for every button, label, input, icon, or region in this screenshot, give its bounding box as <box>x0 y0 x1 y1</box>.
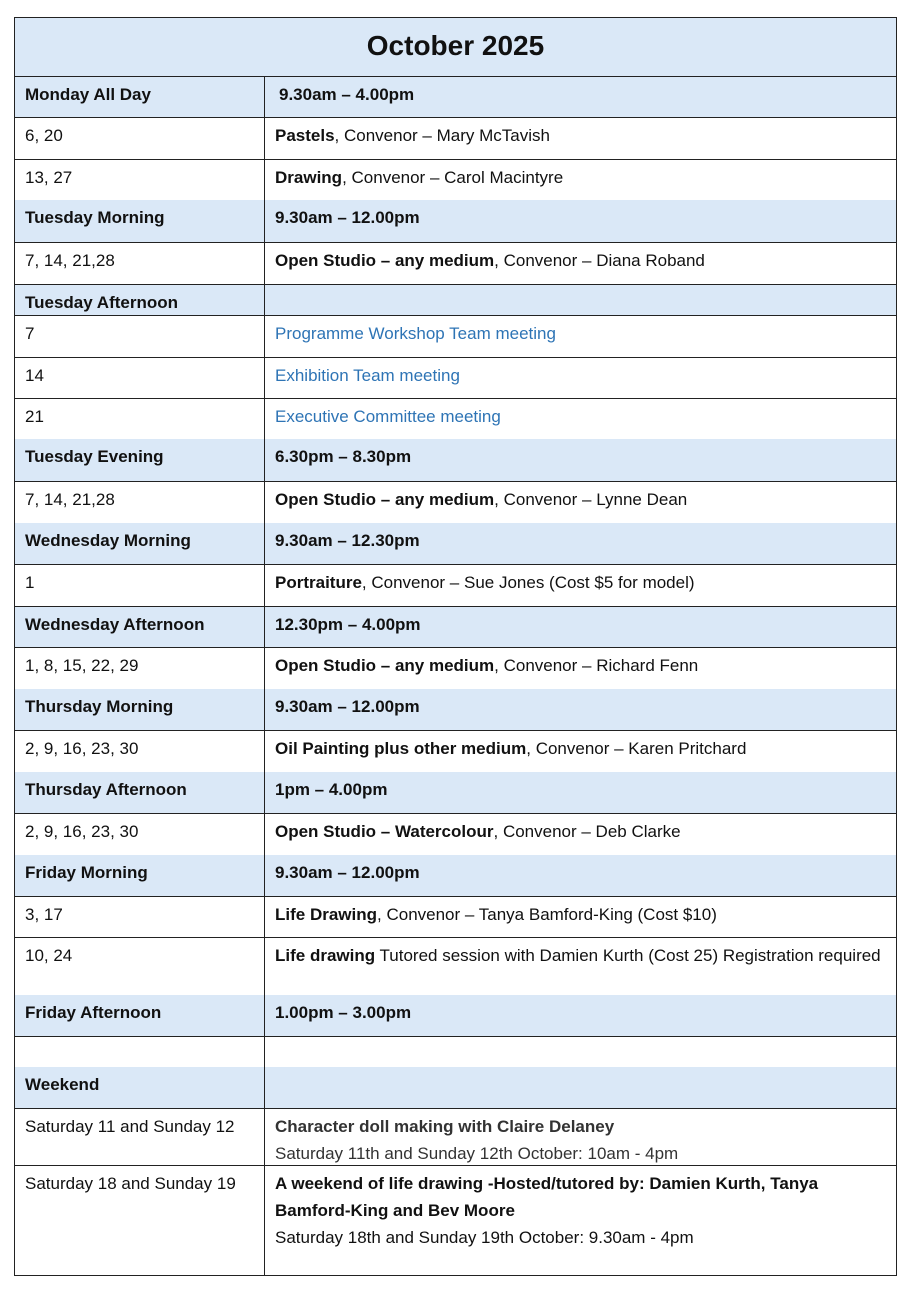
schedule-table <box>14 17 897 1276</box>
table-row <box>15 730 896 772</box>
section-header-row <box>15 689 896 730</box>
date-cell: Monday All Day <box>25 85 151 104</box>
activity-name: A weekend of life drawing -Hosted/tutored by: Damien Kurth, Tanya Bamford-King and Bev Moore <box>275 1174 819 1220</box>
meeting-link: Exhibition Team meeting <box>275 366 460 385</box>
activity-cell <box>275 243 886 284</box>
section-header-row <box>15 439 896 481</box>
table-row <box>15 813 896 855</box>
table-title: October 2025 <box>15 18 896 76</box>
section-header-row <box>15 200 896 242</box>
activity-details: , Convenor – Lynne Dean <box>494 490 688 509</box>
activity-name: Oil Painting plus other medium <box>275 739 527 758</box>
date-cell: 7, 14, 21,28 <box>25 251 115 270</box>
date-cell: 2, 9, 16, 23, 30 <box>25 822 139 841</box>
activity-name: Open Studio – any medium <box>275 656 495 675</box>
section-header-row <box>15 606 896 647</box>
activity-details: Tutored session with Damien Kurth (Cost 25) Registration required <box>375 946 881 965</box>
activity-details: , Convenor – Karen Pritchard <box>526 739 747 758</box>
meeting-link: Executive Committee meeting <box>275 407 501 426</box>
activity-cell <box>275 1037 886 1067</box>
activity-cell <box>275 1067 886 1108</box>
session-time: 6.30pm – 8.30pm <box>275 447 412 466</box>
column-divider <box>264 76 265 1275</box>
table-row <box>15 1036 896 1067</box>
date-cell: Tuesday Afternoon <box>25 293 179 312</box>
table-row <box>15 564 896 606</box>
section-header-row <box>15 1067 896 1108</box>
session-time: 1.00pm – 3.00pm <box>275 1003 412 1022</box>
table-row <box>15 937 896 995</box>
session-time: 9.30am – 12.00pm <box>275 697 420 716</box>
table-row <box>15 1165 896 1276</box>
session-time: 9.30am – 12.00pm <box>275 208 420 227</box>
activity-cell <box>275 118 886 159</box>
activity-name: Open Studio – any medium <box>275 251 495 270</box>
activity-cell <box>275 1109 886 1165</box>
activity-dates: Saturday 18th and Sunday 19th October: 9.30am - 4pm <box>275 1228 694 1247</box>
table-row <box>15 315 896 357</box>
table-row <box>15 242 896 284</box>
session-time: 9.30am – 4.00pm <box>279 85 415 104</box>
activity-details: , Convenor – Carol Macintyre <box>342 168 564 187</box>
table-row <box>15 896 896 937</box>
section-header-row <box>15 772 896 813</box>
date-cell: 7 <box>25 324 35 343</box>
section-header-row <box>15 284 896 315</box>
date-cell: Wednesday Morning <box>25 531 191 550</box>
activity-cell <box>275 648 886 689</box>
activity-name: Life Drawing <box>275 905 378 924</box>
activity-cell <box>275 482 886 523</box>
activity-cell <box>275 772 886 813</box>
activity-name: Open Studio – Watercolour <box>275 822 494 841</box>
date-cell: Tuesday Evening <box>25 447 164 466</box>
date-cell: Weekend <box>25 1075 100 1094</box>
session-time: 9.30am – 12.00pm <box>275 863 420 882</box>
table-row <box>15 117 896 159</box>
date-cell: Friday Afternoon <box>25 1003 162 1022</box>
activity-details: , Convenor – Deb Clarke <box>493 822 681 841</box>
activity-name: Life drawing <box>275 946 376 965</box>
activity-dates: Saturday 11th and Sunday 12th October: 10am - 4pm <box>275 1144 679 1163</box>
meeting-link: Programme Workshop Team meeting <box>275 324 556 343</box>
activity-cell <box>275 316 886 357</box>
activity-cell <box>275 565 886 606</box>
activity-cell <box>275 285 886 315</box>
date-cell: 14 <box>25 366 44 385</box>
activity-name: Drawing <box>275 168 343 187</box>
activity-cell <box>275 77 886 117</box>
table-row <box>15 357 896 398</box>
session-time: 9.30am – 12.30pm <box>275 531 420 550</box>
section-header-row <box>15 76 896 117</box>
date-cell: 3, 17 <box>25 905 63 924</box>
activity-details: , Convenor – Richard Fenn <box>494 656 699 675</box>
table-row <box>15 159 896 200</box>
date-cell: Thursday Afternoon <box>25 780 187 799</box>
activity-name: Character doll making with Claire Delaney <box>275 1117 615 1136</box>
activity-name: Pastels <box>275 126 335 145</box>
activity-cell <box>275 160 886 200</box>
activity-details: , Convenor – Mary McTavish <box>334 126 550 145</box>
date-cell: 6, 20 <box>25 126 63 145</box>
activity-details: , Convenor – Tanya Bamford-King (Cost $10) <box>377 905 717 924</box>
date-cell: 7, 14, 21,28 <box>25 490 115 509</box>
date-cell: 10, 24 <box>25 946 73 965</box>
activity-cell <box>275 855 886 896</box>
activity-cell <box>275 523 886 564</box>
activity-cell <box>275 1166 886 1276</box>
activity-cell <box>275 731 886 772</box>
activity-cell <box>275 439 886 481</box>
activity-cell <box>275 399 886 439</box>
date-cell: 2, 9, 16, 23, 30 <box>25 739 139 758</box>
activity-cell <box>275 938 886 995</box>
table-row <box>15 1108 896 1165</box>
date-cell: Thursday Morning <box>25 697 174 716</box>
table-row <box>15 647 896 689</box>
table-row <box>15 481 896 523</box>
date-cell: 21 <box>25 407 44 426</box>
date-cell: Friday Morning <box>25 863 148 882</box>
date-cell: 13, 27 <box>25 168 73 187</box>
activity-cell <box>275 607 886 647</box>
session-time: 12.30pm – 4.00pm <box>275 615 421 634</box>
section-header-row <box>15 855 896 896</box>
date-cell: Tuesday Morning <box>25 208 165 227</box>
activity-cell <box>275 814 886 855</box>
table-row <box>15 398 896 439</box>
date-cell: Saturday 18 and Sunday 19 <box>25 1174 236 1193</box>
activity-details: , Convenor – Sue Jones (Cost $5 for model) <box>361 573 695 592</box>
date-cell: 1 <box>25 573 35 592</box>
activity-cell <box>275 200 886 242</box>
date-cell: Saturday 11 and Sunday 12 <box>25 1117 235 1136</box>
activity-cell <box>275 897 886 937</box>
date-cell: Wednesday Afternoon <box>25 615 205 634</box>
activity-name: Portraiture <box>275 573 362 592</box>
section-header-row <box>15 995 896 1036</box>
session-time: 1pm – 4.00pm <box>275 780 388 799</box>
activity-cell <box>275 358 886 398</box>
activity-name: Open Studio – any medium <box>275 490 495 509</box>
activity-cell <box>275 995 886 1036</box>
date-cell <box>25 1037 265 1067</box>
activity-details: , Convenor – Diana Roband <box>494 251 705 270</box>
date-cell: 1, 8, 15, 22, 29 <box>25 656 139 675</box>
section-header-row <box>15 523 896 564</box>
activity-cell <box>275 689 886 730</box>
